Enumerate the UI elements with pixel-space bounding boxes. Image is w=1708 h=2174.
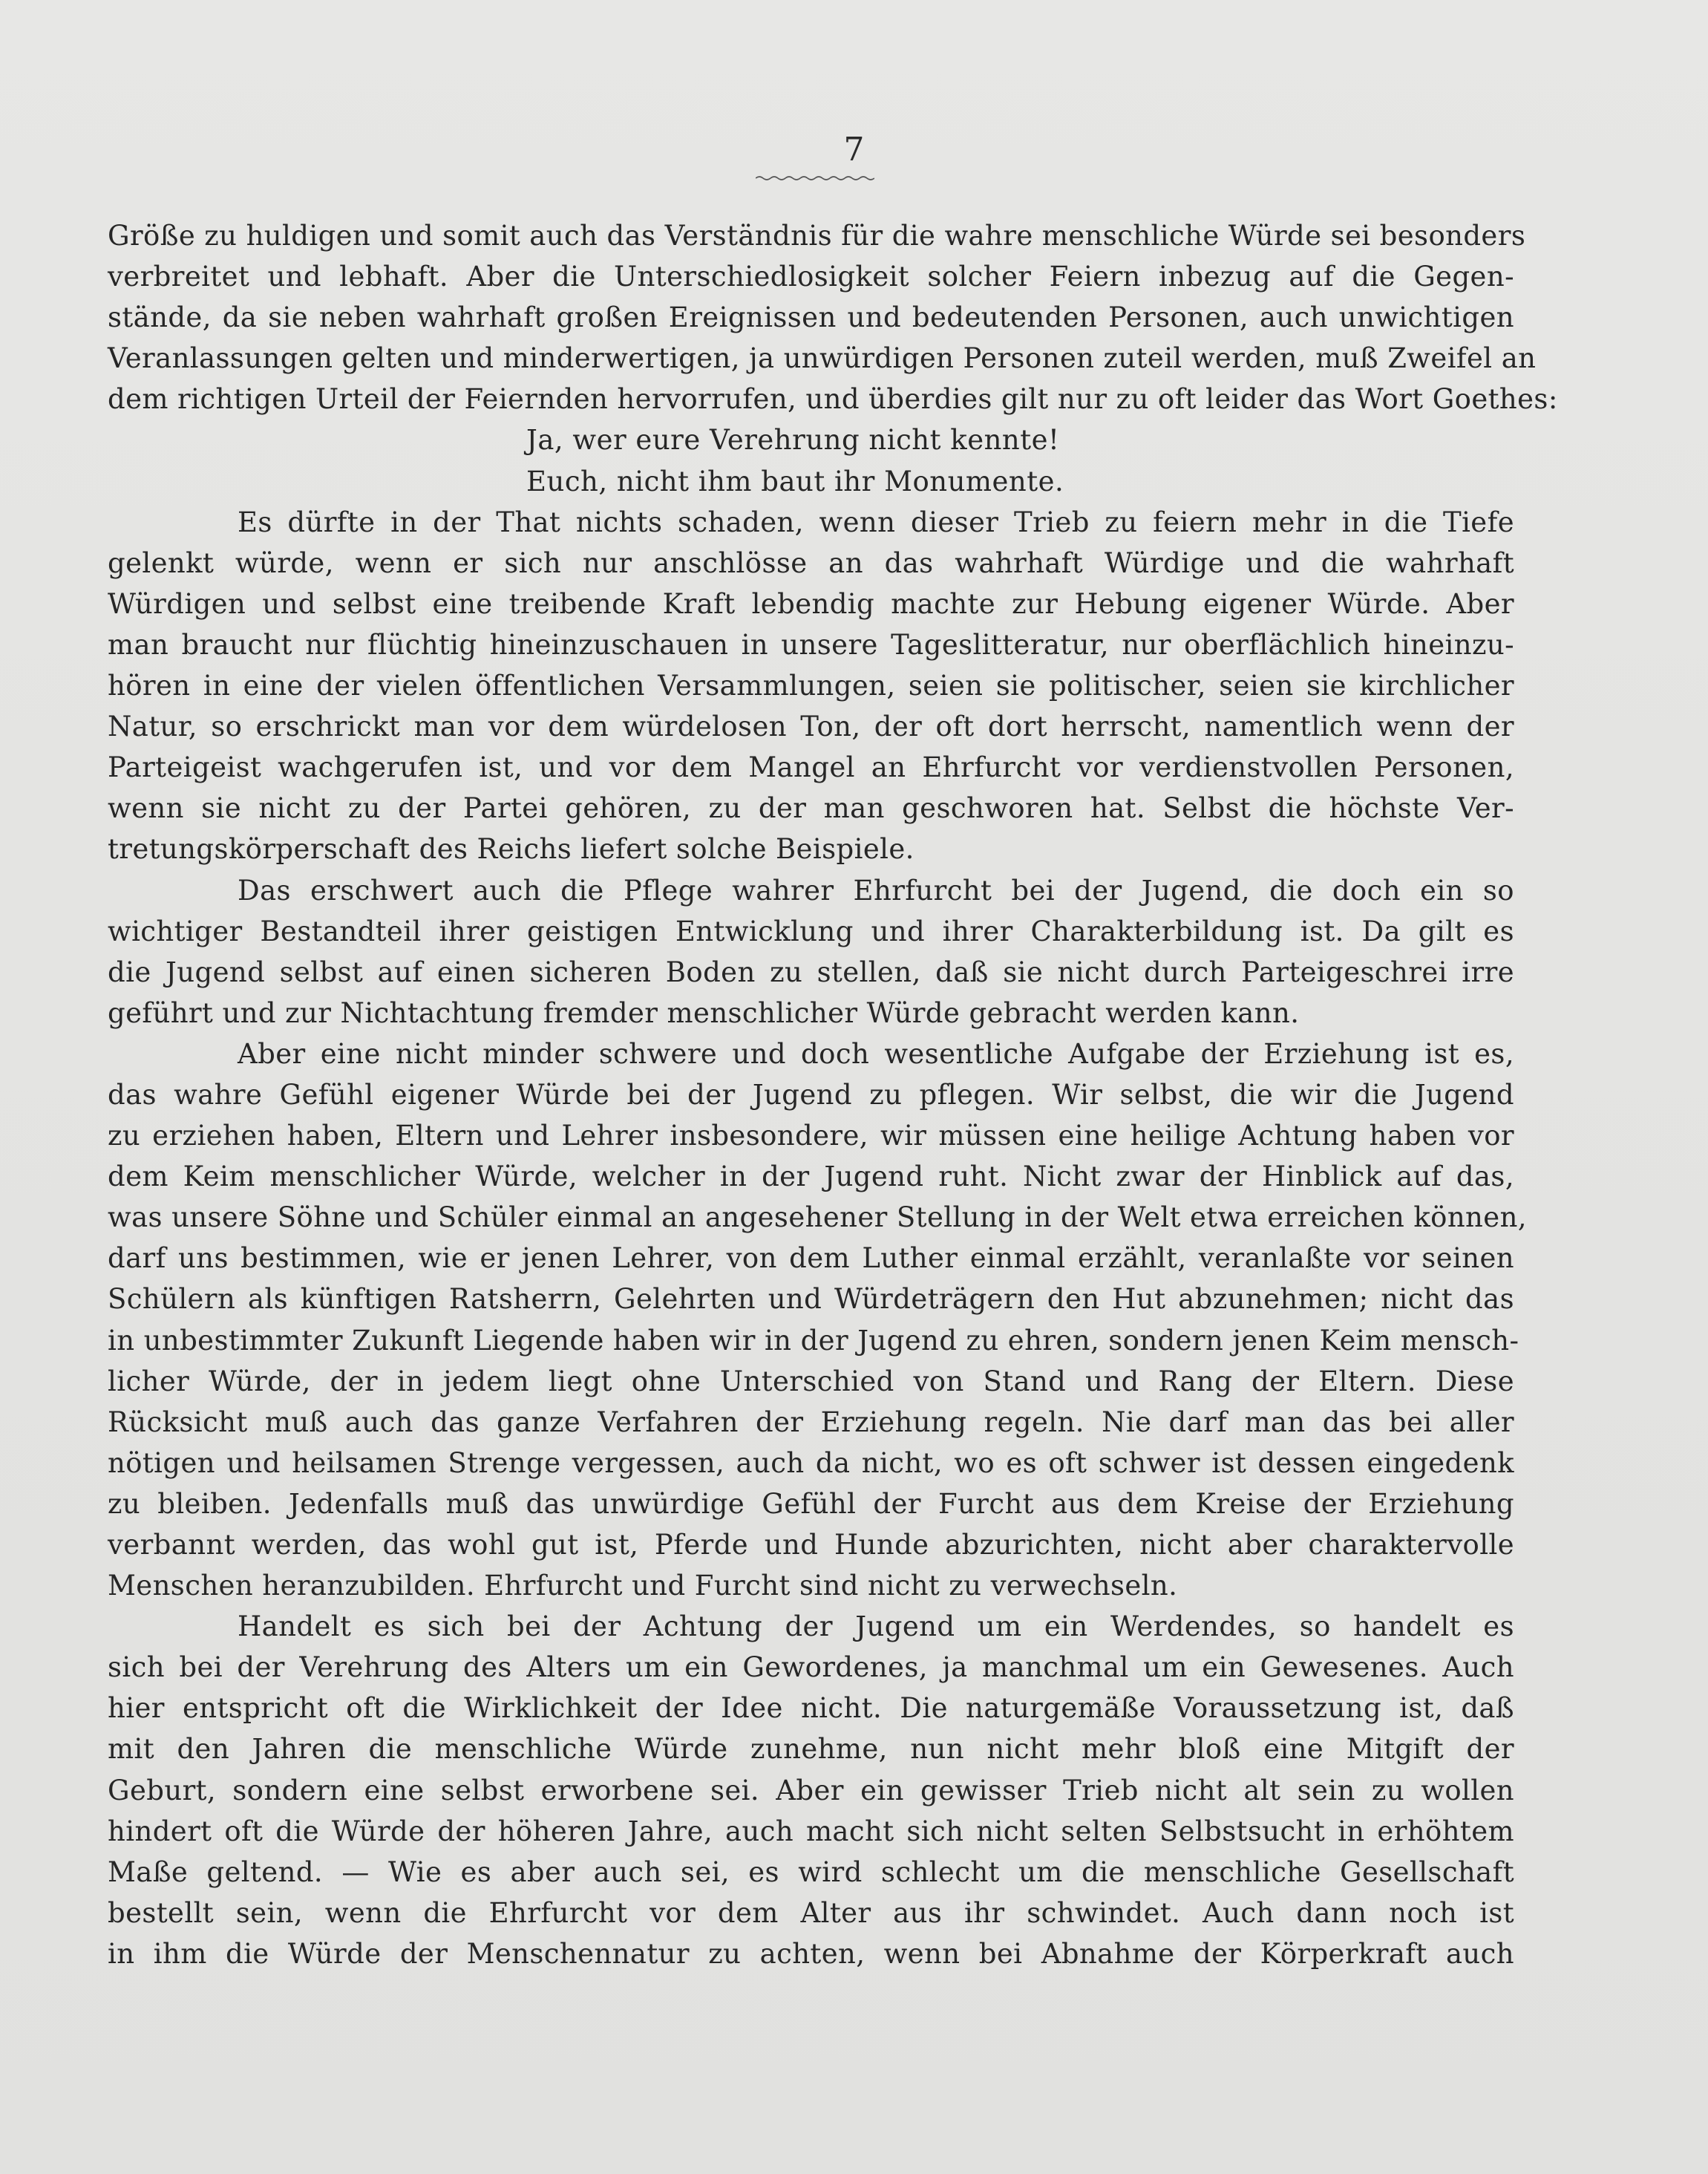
verse-quote xyxy=(108,420,1514,501)
text-line: zu erziehen haben, Eltern und Lehrer insbesondere, wir müssen eine heilige Achtung haben vor xyxy=(108,1120,1514,1152)
page-number: 7 xyxy=(843,131,865,169)
text-line: wenn sie nicht zu der Partei gehören, zu der man geschworen hat. Selbst die höchste Ver- xyxy=(108,792,1514,825)
text-line: dem richtigen Urteil der Feiernden hervorrufen, und überdies gilt nur zu oft leider das Wort Goethes: xyxy=(108,383,1558,416)
text-line: in ihm die Würde der Menschennatur zu achten, wenn bei Abnahme der Körperkraft auch xyxy=(108,1937,1514,1970)
text-line: hindert oft die Würde der höheren Jahre, auch macht sich nicht selten Selbstsucht in erhöhtem xyxy=(108,1815,1514,1847)
text-line: Handelt es sich bei der Achtung der Jugend um ein Werdendes, so handelt es xyxy=(238,1610,1514,1643)
text-line: tretungskörperschaft des Reichs liefert solche Beispiele. xyxy=(108,833,914,866)
text-line: bestellt sein, wenn die Ehrfurcht vor dem Alter aus ihr schwindet. Auch dann noch ist xyxy=(108,1896,1514,1929)
text-line: man braucht nur flüchtig hineinzuschauen in unsere Tageslitteratur, nur oberflächlich hineinzu- xyxy=(108,628,1514,661)
paragraph xyxy=(108,870,1514,1034)
verse-line: Ja, wer eure Verehrung nicht kennte! xyxy=(526,424,1060,457)
paragraph xyxy=(108,502,1514,870)
text-line: Es dürfte in der That nichts schaden, wenn dieser Trieb zu feiern mehr in die Tiefe xyxy=(238,506,1514,538)
text-line: Das erschwert auch die Pflege wahrer Ehrfurcht bei der Jugend, die doch ein so xyxy=(238,874,1514,907)
text-line: licher Würde, der in jedem liegt ohne Unterschied von Stand und Rang der Eltern. Diese xyxy=(108,1365,1514,1397)
text-line: Rücksicht muß auch das ganze Verfahren der Erziehung regeln. Nie darf man das bei aller xyxy=(108,1406,1514,1438)
text-line: Menschen heranzubilden. Ehrfurcht und Furcht sind nicht zu verwechseln. xyxy=(108,1570,1178,1602)
text-line: gelenkt würde, wenn er sich nur anschlösse an das wahrhaft Würdige und die wahrhaft xyxy=(108,546,1514,579)
text-line: stände, da sie neben wahrhaft großen Ereignissen und bedeutenden Personen, auch unwichtigen xyxy=(108,301,1514,334)
text-line: wichtiger Bestandteil ihrer geistigen Entwicklung und ihrer Charakterbildung ist. Da gilt es xyxy=(108,915,1514,947)
text-line: geführt und zur Nichtachtung fremder menschlicher Würde gebracht werden kann. xyxy=(108,996,1300,1029)
wavy-rule-ornament xyxy=(756,175,874,181)
text-line: Würdigen und selbst eine treibende Kraft lebendig machte zur Hebung eigener Würde. Aber xyxy=(108,587,1514,620)
text-line: nötigen und heilsamen Strenge vergessen, auch da nicht, wo es oft schwer ist dessen eingedenk xyxy=(108,1446,1514,1479)
text-line: sich bei der Verehrung des Alters um ein Gewordenes, ja manchmal um ein Gewesenes. Auch xyxy=(108,1651,1514,1684)
text-line: Veranlassungen gelten und minderwertigen, ja unwürdigen Personen zuteil werden, muß Zweifel an xyxy=(108,342,1537,375)
text-line: verbreitet und lebhaft. Aber die Unterschiedlosigkeit solcher Feiern inbezug auf die Gegen- xyxy=(108,261,1514,293)
text-line: verbannt werden, das wohl gut ist, Pferde und Hunde abzurichten, nicht aber charaktervolle xyxy=(108,1529,1514,1561)
text-line: darf uns bestimmen, wie er jenen Lehrer, von dem Luther einmal erzählt, veranlaßte vor seinen xyxy=(108,1242,1514,1275)
text-line: in unbestimmter Zukunft Liegende haben wir in der Jugend zu ehren, sondern jenen Keim mensch- xyxy=(108,1324,1519,1357)
text-line: hier entspricht oft die Wirklichkeit der Idee nicht. Die naturgemäße Voraussetzung ist, daß xyxy=(108,1692,1514,1725)
paragraph xyxy=(108,1606,1514,1974)
text-line: was unsere Söhne und Schüler einmal an angesehener Stellung in der Welt etwa erreichen können, xyxy=(108,1201,1527,1234)
paragraph xyxy=(108,1034,1527,1606)
text-line: das wahre Gefühl eigener Würde bei der Jugend zu pflegen. Wir selbst, die wir die Jugend xyxy=(108,1078,1514,1111)
text-line: Aber eine nicht minder schwere und doch wesentliche Aufgabe der Erziehung ist es, xyxy=(238,1037,1514,1070)
text-line: mit den Jahren die menschliche Würde zunehme, nun nicht mehr bloß eine Mitgift der xyxy=(108,1733,1514,1766)
verse-line: Euch, nicht ihm baut ihr Monumente. xyxy=(526,465,1064,497)
text-line: Größe zu huldigen und somit auch das Verständnis für die wahre menschliche Würde sei besonders xyxy=(108,220,1526,252)
text-line: Natur, so erschrickt man vor dem würdelosen Ton, der oft dort herrscht, namentlich wenn der xyxy=(108,711,1514,743)
text-line: Maße geltend. — Wie es aber auch sei, es wird schlecht um die menschliche Gesellschaft xyxy=(108,1855,1514,1888)
text-line: zu bleiben. Jedenfalls muß das unwürdige Gefühl der Furcht aus dem Kreise der Erziehung xyxy=(108,1487,1514,1520)
text-line: dem Keim menschlicher Würde, welcher in der Jugend ruht. Nicht zwar der Hinblick auf das, xyxy=(108,1161,1514,1193)
body-text xyxy=(108,215,1558,1974)
text-line: hören in eine der vielen öffentlichen Versammlungen, seien sie politischer, seien sie kirchlicher xyxy=(108,670,1514,702)
text-line: Schülern als künftigen Ratsherrn, Gelehrten und Würdeträgern den Hut abzunehmen; nicht das xyxy=(108,1283,1514,1316)
opening-paragraph xyxy=(108,215,1558,420)
text-line: die Jugend selbst auf einen sicheren Boden zu stellen, daß sie nicht durch Parteigeschrei irre xyxy=(108,956,1514,988)
text-line: Geburt, sondern eine selbst erworbene sei. Aber ein gewisser Trieb nicht alt sein zu wollen xyxy=(108,1774,1514,1806)
text-line: Parteigeist wachgerufen ist, und vor dem Mangel an Ehrfurcht vor verdienstvollen Personen, xyxy=(108,751,1514,784)
